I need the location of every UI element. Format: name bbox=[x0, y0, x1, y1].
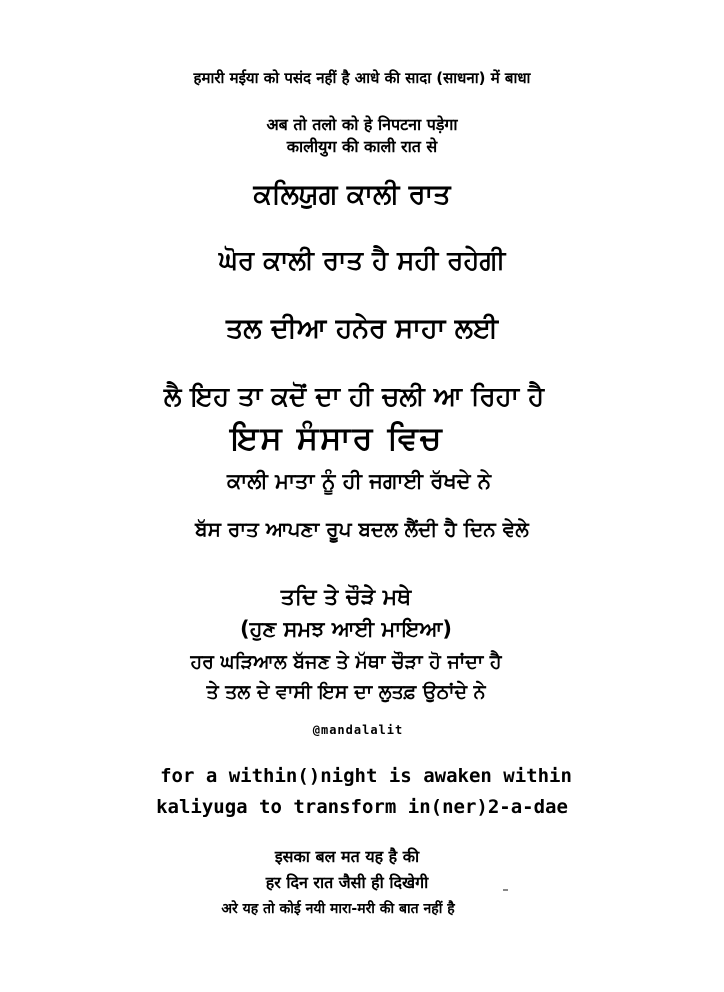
punjabi-line-6: ਤਲ ਦੀਆ ਹਨੇਰ ਸਾਹਾ ਲਈ bbox=[225, 313, 498, 344]
english-line-1: for a within()night is awaken within bbox=[160, 765, 572, 787]
english-line-2: kaliyuga to transform in(ner)2-a-dae bbox=[156, 796, 568, 818]
punjabi-title-line: ਕਲਿਯੁਗ ਕਾਲੀ ਰਾਤ bbox=[253, 179, 451, 210]
punjabi-line-10: ਬੱਸ ਰਾਤ ਆਪਣਾ ਰੂਪ ਬਦਲ ਲੈਂਦੀ ਹੈ ਦਿਨ ਵੇਲੇ bbox=[195, 517, 529, 541]
punjabi-line-14: ਤੇ ਤਲ ਦੇ ਵਾਸੀ ਇਸ ਦਾ ਲੁਤਫ਼ ਉਠਾਂਦੇ ਨੇ bbox=[206, 681, 486, 703]
hindi-closing-line-3: अरे यह तो कोई नयी मारा-मरी की बात नहीं है bbox=[221, 901, 455, 917]
punjabi-line-11: ਤਦਿ ਤੇ ਚੌੜੇ ਮਥੇ bbox=[280, 585, 412, 610]
punjabi-line-7: ਲੈ ਇਹ ਤਾ ਕਦੋਂ ਦਾ ਹੀ ਚਲੀ ਆ ਰਿਹਾ ਹੈ bbox=[163, 382, 545, 412]
hindi-intro-line: हमारी मईया को पसंद नहीं है आधे की सादा (साधना) में बाधा bbox=[193, 69, 531, 87]
punjabi-parenthetical: (ਹੁਣ ਸਮਝ ਆਈ ਮਾਇਆ) bbox=[240, 617, 452, 641]
hindi-closing-line-1: इसका बल मत यह है की bbox=[274, 847, 420, 866]
hindi-line-3: कालीयुग की काली रात से bbox=[286, 137, 438, 156]
hindi-line-2: अब तो तलो को हे निपटना पड़ेगा bbox=[266, 115, 458, 134]
hindi-closing-line-2: हर दिन रात जैसी ही दिखेगी bbox=[265, 873, 429, 892]
punjabi-line-13: ਹਰ ਘੜਿਆਲ ਬੱਜਣ ਤੇ ਮੱਥਾ ਚੌੜਾ ਹੋ ਜਾਂਦਾ ਹੈ bbox=[190, 651, 502, 673]
author-handle: @mandalalit bbox=[312, 723, 404, 737]
punjabi-line-5: ਘੋਰ ਕਾਲੀ ਰਾਤ ਹੈ ਸਹੀ ਰਹੇਗੀ bbox=[218, 246, 506, 276]
stray-mark bbox=[503, 889, 508, 891]
punjabi-large-line: ਇਸ ਸੰਸਾਰ ਵਿਚ bbox=[230, 419, 444, 457]
punjabi-line-9: ਕਾਲੀ ਮਾਤਾ ਨੂੰ ਹੀ ਜਗਾਈ ਰੱਖਦੇ ਨੇ bbox=[226, 469, 492, 493]
